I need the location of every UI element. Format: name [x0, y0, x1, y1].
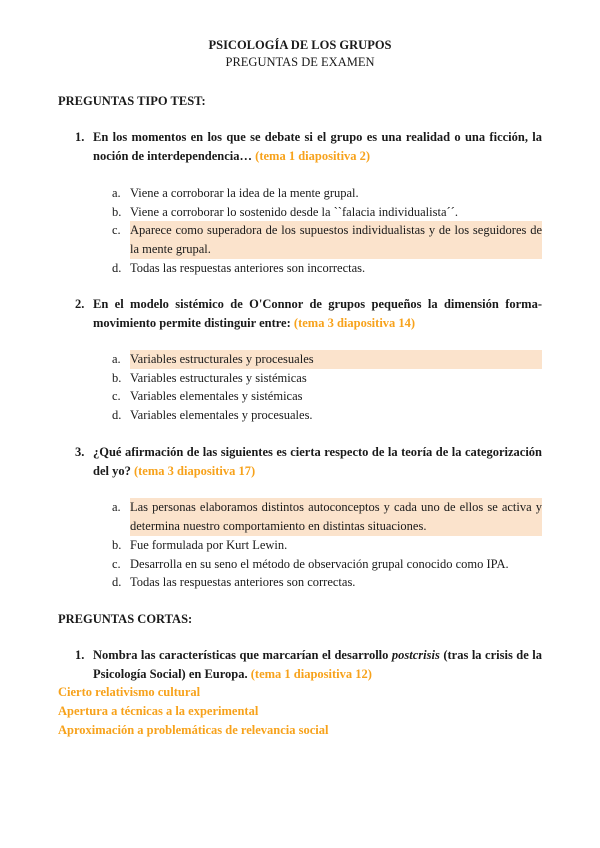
option-3a-correct — [108, 498, 542, 536]
test-section-heading: PREGUNTAS TIPO TEST: — [58, 94, 206, 108]
test-question-1 — [75, 128, 542, 166]
short-answer-1: Cierto relativismo cultural — [58, 685, 201, 699]
option-text: Aparece como superadora de los supuestos individualistas y de los seguidores de la mente grupal. — [130, 221, 542, 259]
option-text: Viene a corroborar lo sostenido desde la ``falacia individualista´´. — [130, 205, 458, 219]
option-letter: d. — [112, 408, 122, 422]
option-text: Las personas elaboramos distintos autoconceptos y cada uno de ellos se activa y determina nuestro comportamiento en distintas situaciones. — [130, 498, 542, 536]
option-text: Todas las respuestas anteriores son correctas. — [130, 575, 356, 589]
option-letter: b. — [112, 538, 122, 552]
document-title: PSICOLOGÍA DE LOS GRUPOS — [208, 38, 392, 52]
option-letter: d. — [112, 575, 122, 589]
option-text: Variables elementales y sistémicas — [130, 389, 303, 403]
question-number: 1. — [75, 648, 85, 662]
question-text-italic: postcrisis — [391, 648, 440, 662]
question-text: En los momentos en los que se debate si el grupo es una realidad o una ficción, la noción de interdependencia… — [93, 130, 542, 163]
short-question-1 — [75, 646, 542, 684]
option-letter: b. — [112, 205, 122, 219]
short-section-heading: PREGUNTAS CORTAS: — [58, 612, 193, 626]
question-number: 3. — [75, 445, 85, 459]
option-letter: d. — [112, 261, 122, 275]
slide-reference: (tema 3 diapositiva 14) — [293, 316, 416, 330]
option-text: Viene a corroborar la idea de la mente grupal. — [130, 186, 359, 200]
option-3c — [108, 555, 542, 574]
document-subtitle: PREGUNTAS DE EXAMEN — [225, 55, 375, 69]
question-text: ¿Qué afirmación de las siguientes es cierta respecto de la teoría de la categorización del yo? — [93, 445, 542, 478]
option-letter: a. — [112, 500, 121, 514]
option-letter: a. — [112, 186, 121, 200]
option-letter: a. — [112, 352, 121, 366]
question-text: En el modelo sistémico de O'Connor de grupos pequeños la dimensión forma-movimiento permite distinguir entre: — [93, 297, 542, 330]
option-text: Todas las respuestas anteriores son incorrectas. — [130, 261, 366, 275]
option-1c-correct — [108, 221, 542, 259]
option-3d — [108, 573, 542, 592]
option-text: Desarrolla en su seno el método de observación grupal conocido como IPA. — [130, 557, 509, 571]
option-1a — [108, 184, 542, 203]
option-2d — [108, 406, 542, 425]
option-2c — [108, 387, 542, 406]
slide-reference: (tema 1 diapositiva 12) — [250, 667, 372, 681]
slide-reference: (tema 1 diapositiva 2) — [255, 149, 371, 163]
question-text-continued: (tras la crisis de la Psicología Social) en Europa. — [93, 648, 543, 681]
short-answer-3: Aproximación a problemáticas de relevancia social — [58, 723, 329, 737]
option-text: Variables estructurales y procesuales — [130, 350, 542, 369]
option-letter: c. — [112, 389, 121, 403]
test-question-3 — [75, 443, 542, 481]
option-1b — [108, 203, 542, 222]
option-letter: b. — [112, 371, 122, 385]
option-1d — [108, 259, 542, 278]
option-3b — [108, 536, 542, 555]
option-2b — [108, 369, 542, 388]
question-number: 1. — [75, 130, 85, 144]
option-2a-correct — [108, 350, 542, 369]
option-letter: c. — [112, 223, 121, 237]
short-answer-2: Apertura a técnicas a la experimental — [58, 704, 259, 718]
question-number: 2. — [75, 297, 85, 311]
question-text: Nombra las características que marcarían el desarrollo — [93, 648, 389, 662]
option-letter: c. — [112, 557, 121, 571]
slide-reference: (tema 3 diapositiva 17) — [133, 464, 256, 478]
test-question-2 — [75, 295, 542, 333]
option-text: Variables estructurales y sistémicas — [130, 371, 307, 385]
option-text: Fue formulada por Kurt Lewin. — [130, 538, 288, 552]
option-text: Variables elementales y procesuales. — [130, 408, 313, 422]
